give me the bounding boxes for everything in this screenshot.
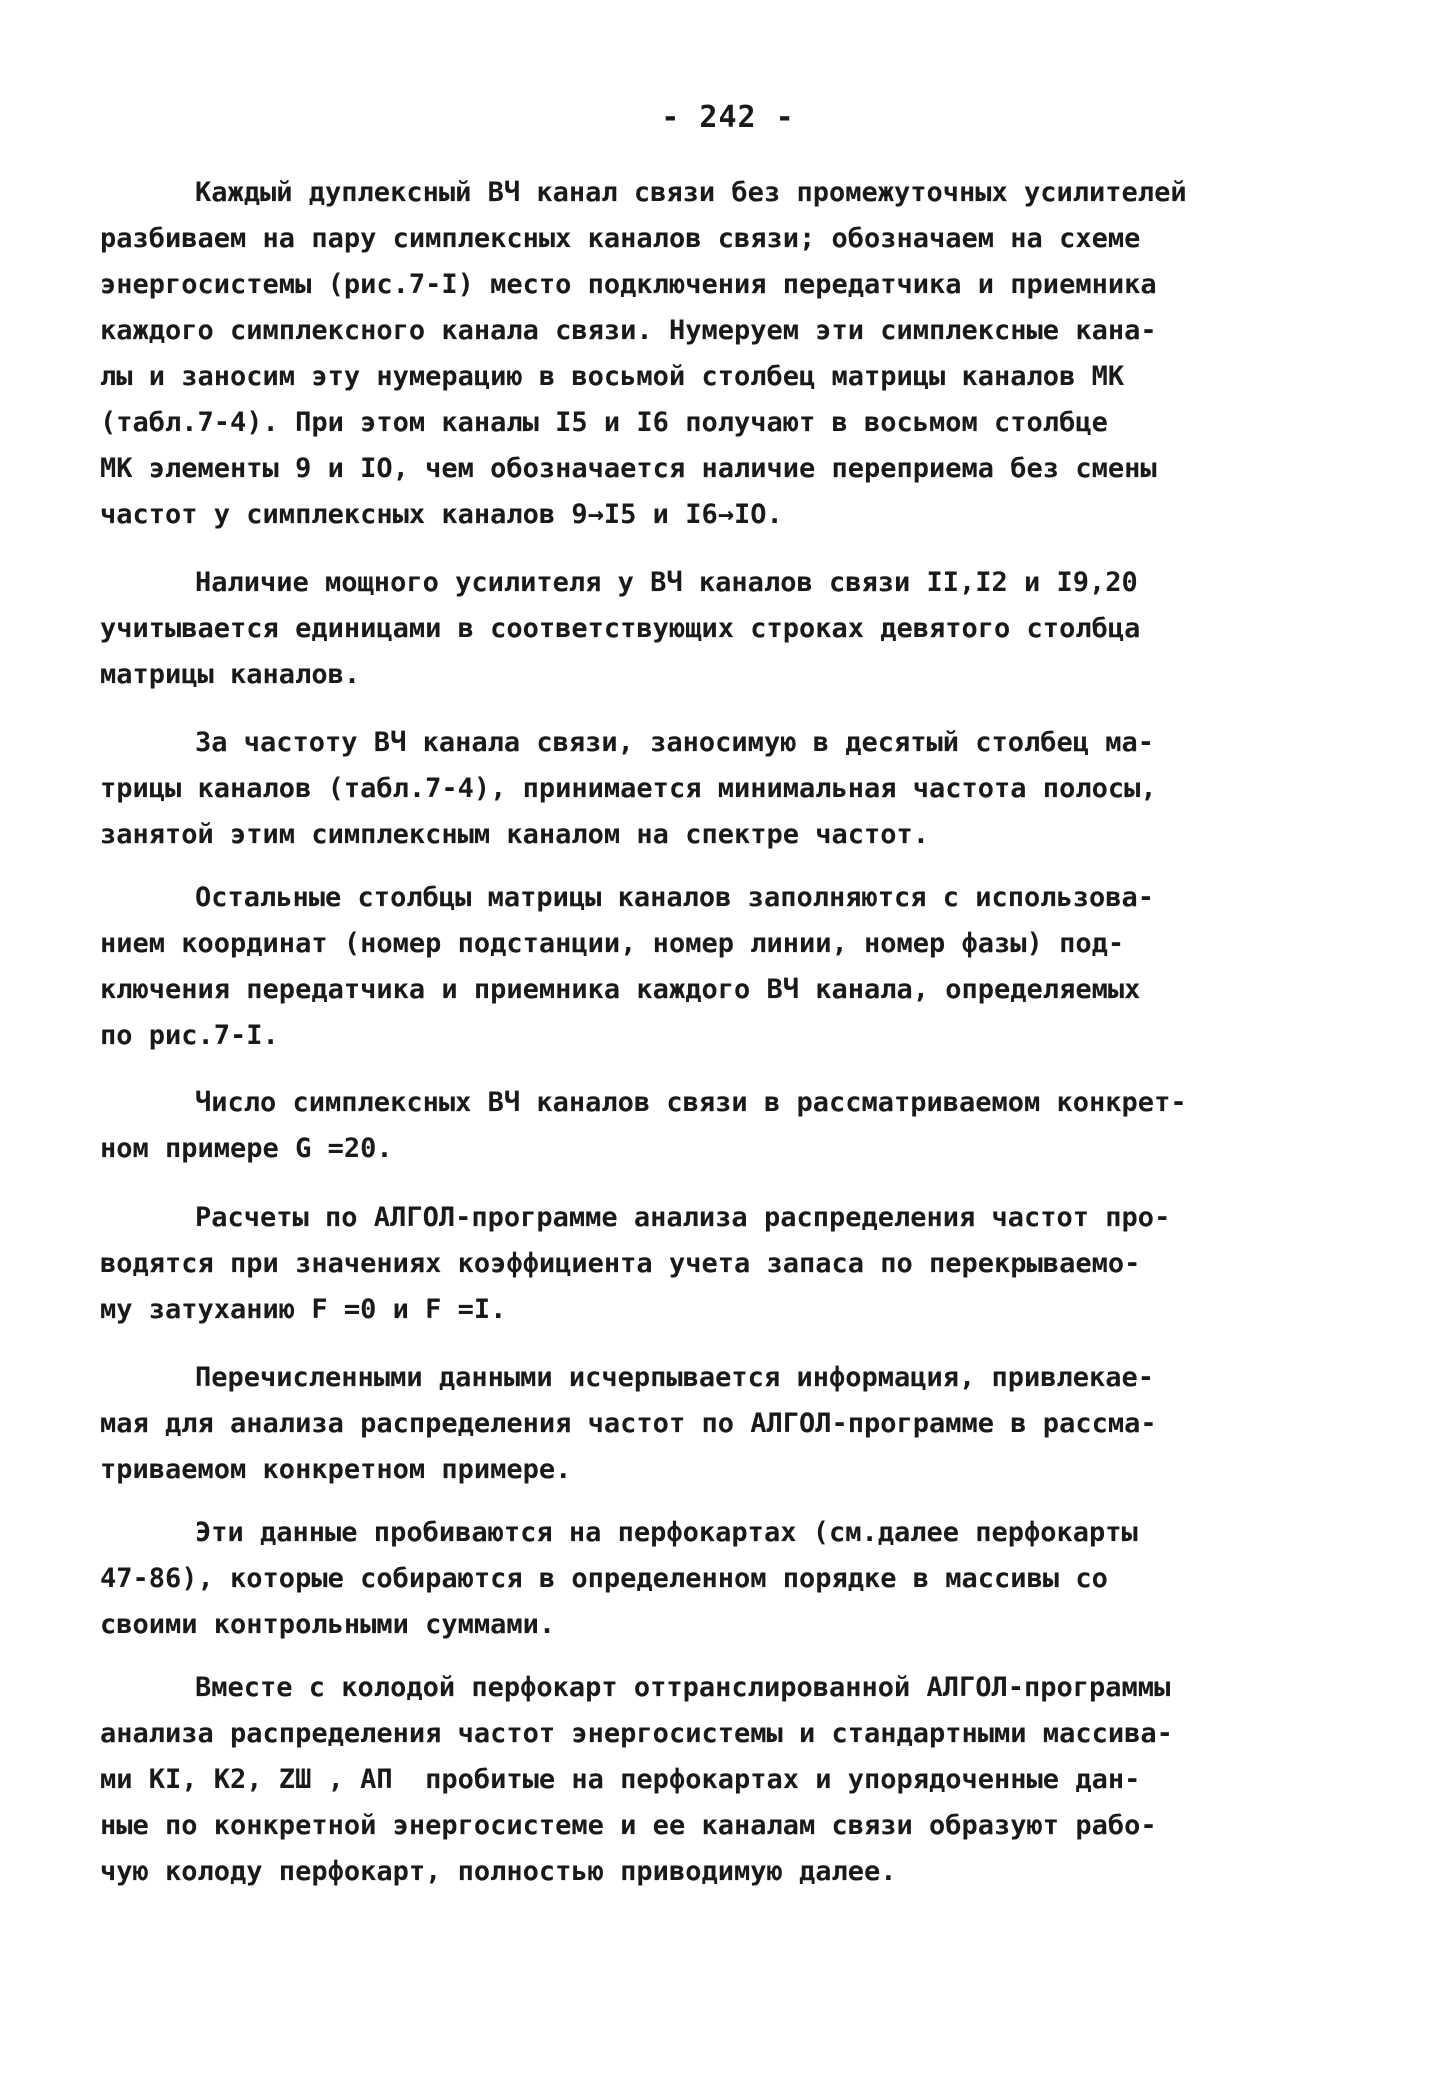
paragraph-1 (100, 170, 1350, 538)
paragraph-5 (100, 1080, 1350, 1172)
paragraph-line: Наличие мощного усилителя у ВЧ каналов связи II,I2 и I9,20 (195, 567, 1138, 598)
paragraph-line: мая для анализа распределения частот по АЛГОЛ-программе в рассма- (100, 1408, 1157, 1439)
paragraph-line: ном примере G =20. (100, 1133, 393, 1164)
paragraph-line: ные по конкретной энергосистеме и ее каналам связи образуют рабо- (100, 1810, 1157, 1841)
paragraph-line: 47-86), которые собираются в определенном порядке в массивы со (100, 1563, 1108, 1594)
paragraph-line: трицы каналов (табл.7-4), принимается минимальная частота полосы, (100, 773, 1157, 804)
paragraph-line: своими контрольными суммами. (100, 1609, 556, 1640)
paragraph-line: ми KI, К2, ZШ , АП пробитые на перфокартах и упорядоченные дан- (100, 1764, 1141, 1795)
paragraph-line: занятой этим симплексным каналом на спектре частот. (100, 819, 930, 850)
paragraph-line: каждого симплексного канала связи. Нумеруем эти симплексные кана- (100, 315, 1157, 346)
paragraph-line: разбиваем на пару симплексных каналов связи; обозначаем на схеме (100, 223, 1141, 254)
paragraph-8 (100, 1510, 1350, 1648)
paragraph-6 (100, 1195, 1350, 1333)
paragraph-line: матрицы каналов. (100, 659, 361, 690)
paragraph-2 (100, 560, 1350, 698)
paragraph-line: лы и заносим эту нумерацию в восьмой столбец матрицы каналов МК (100, 361, 1125, 392)
paragraph-line: Эти данные пробиваются на перфокартах (см.далее перфокарты (195, 1517, 1138, 1548)
paragraph-line: нием координат (номер подстанции, номер линии, номер фазы) под- (100, 928, 1125, 959)
paragraph-line: анализа распределения частот энергосистемы и стандартными массива- (100, 1718, 1173, 1749)
paragraph-line: МК элементы 9 и IO, чем обозначается наличие переприема без смены (100, 453, 1157, 484)
page-number: - 242 - (661, 100, 795, 135)
paragraph-line: по рис.7-I. (100, 1020, 279, 1051)
paragraph-7 (100, 1355, 1350, 1493)
paragraph-line: Расчеты по АЛГОЛ-программе анализа распределения частот про- (195, 1202, 1171, 1233)
paragraph-line: учитывается единицами в соответствующих строках девятого столбца (100, 613, 1141, 644)
paragraph-9 (100, 1665, 1350, 1895)
paragraph-line: (табл.7-4). При этом каналы I5 и I6 получают в восьмом столбце (100, 407, 1108, 438)
paragraph-line: Остальные столбцы матрицы каналов заполняются с использова- (195, 882, 1155, 913)
paragraph-line: му затуханию F =0 и F =I. (100, 1294, 507, 1325)
paragraph-line: За частоту ВЧ канала связи, заносимую в десятый столбец ма- (195, 727, 1155, 758)
paragraph-line: энергосистемы (рис.7-I) место подключения передатчика и приемника (100, 269, 1157, 300)
paragraph-3 (100, 720, 1350, 858)
paragraph-line: ключения передатчика и приемника каждого ВЧ канала, определяемых (100, 974, 1141, 1005)
paragraph-line: чую колоду перфокарт, полностью приводимую далее. (100, 1856, 897, 1887)
paragraph-line: Вместе с колодой перфокарт оттранслированной АЛГОЛ-программы (195, 1672, 1171, 1703)
paragraph-line: Перечисленными данными исчерпывается информация, привлекае- (195, 1362, 1155, 1393)
paragraph-line: Каждый дуплексный ВЧ канал связи без промежуточных усилителей (195, 177, 1187, 208)
paragraph-line: триваемом конкретном примере. (100, 1454, 572, 1485)
paragraph-line: Число симплексных ВЧ каналов связи в рассматриваемом конкрет- (195, 1087, 1187, 1118)
paragraph-line: водятся при значениях коэффициента учета запаса по перекрываемо- (100, 1248, 1141, 1279)
paragraph-4 (100, 875, 1350, 1059)
paragraph-line: частот у симплексных каналов 9→I5 и I6→IO. (100, 499, 783, 530)
